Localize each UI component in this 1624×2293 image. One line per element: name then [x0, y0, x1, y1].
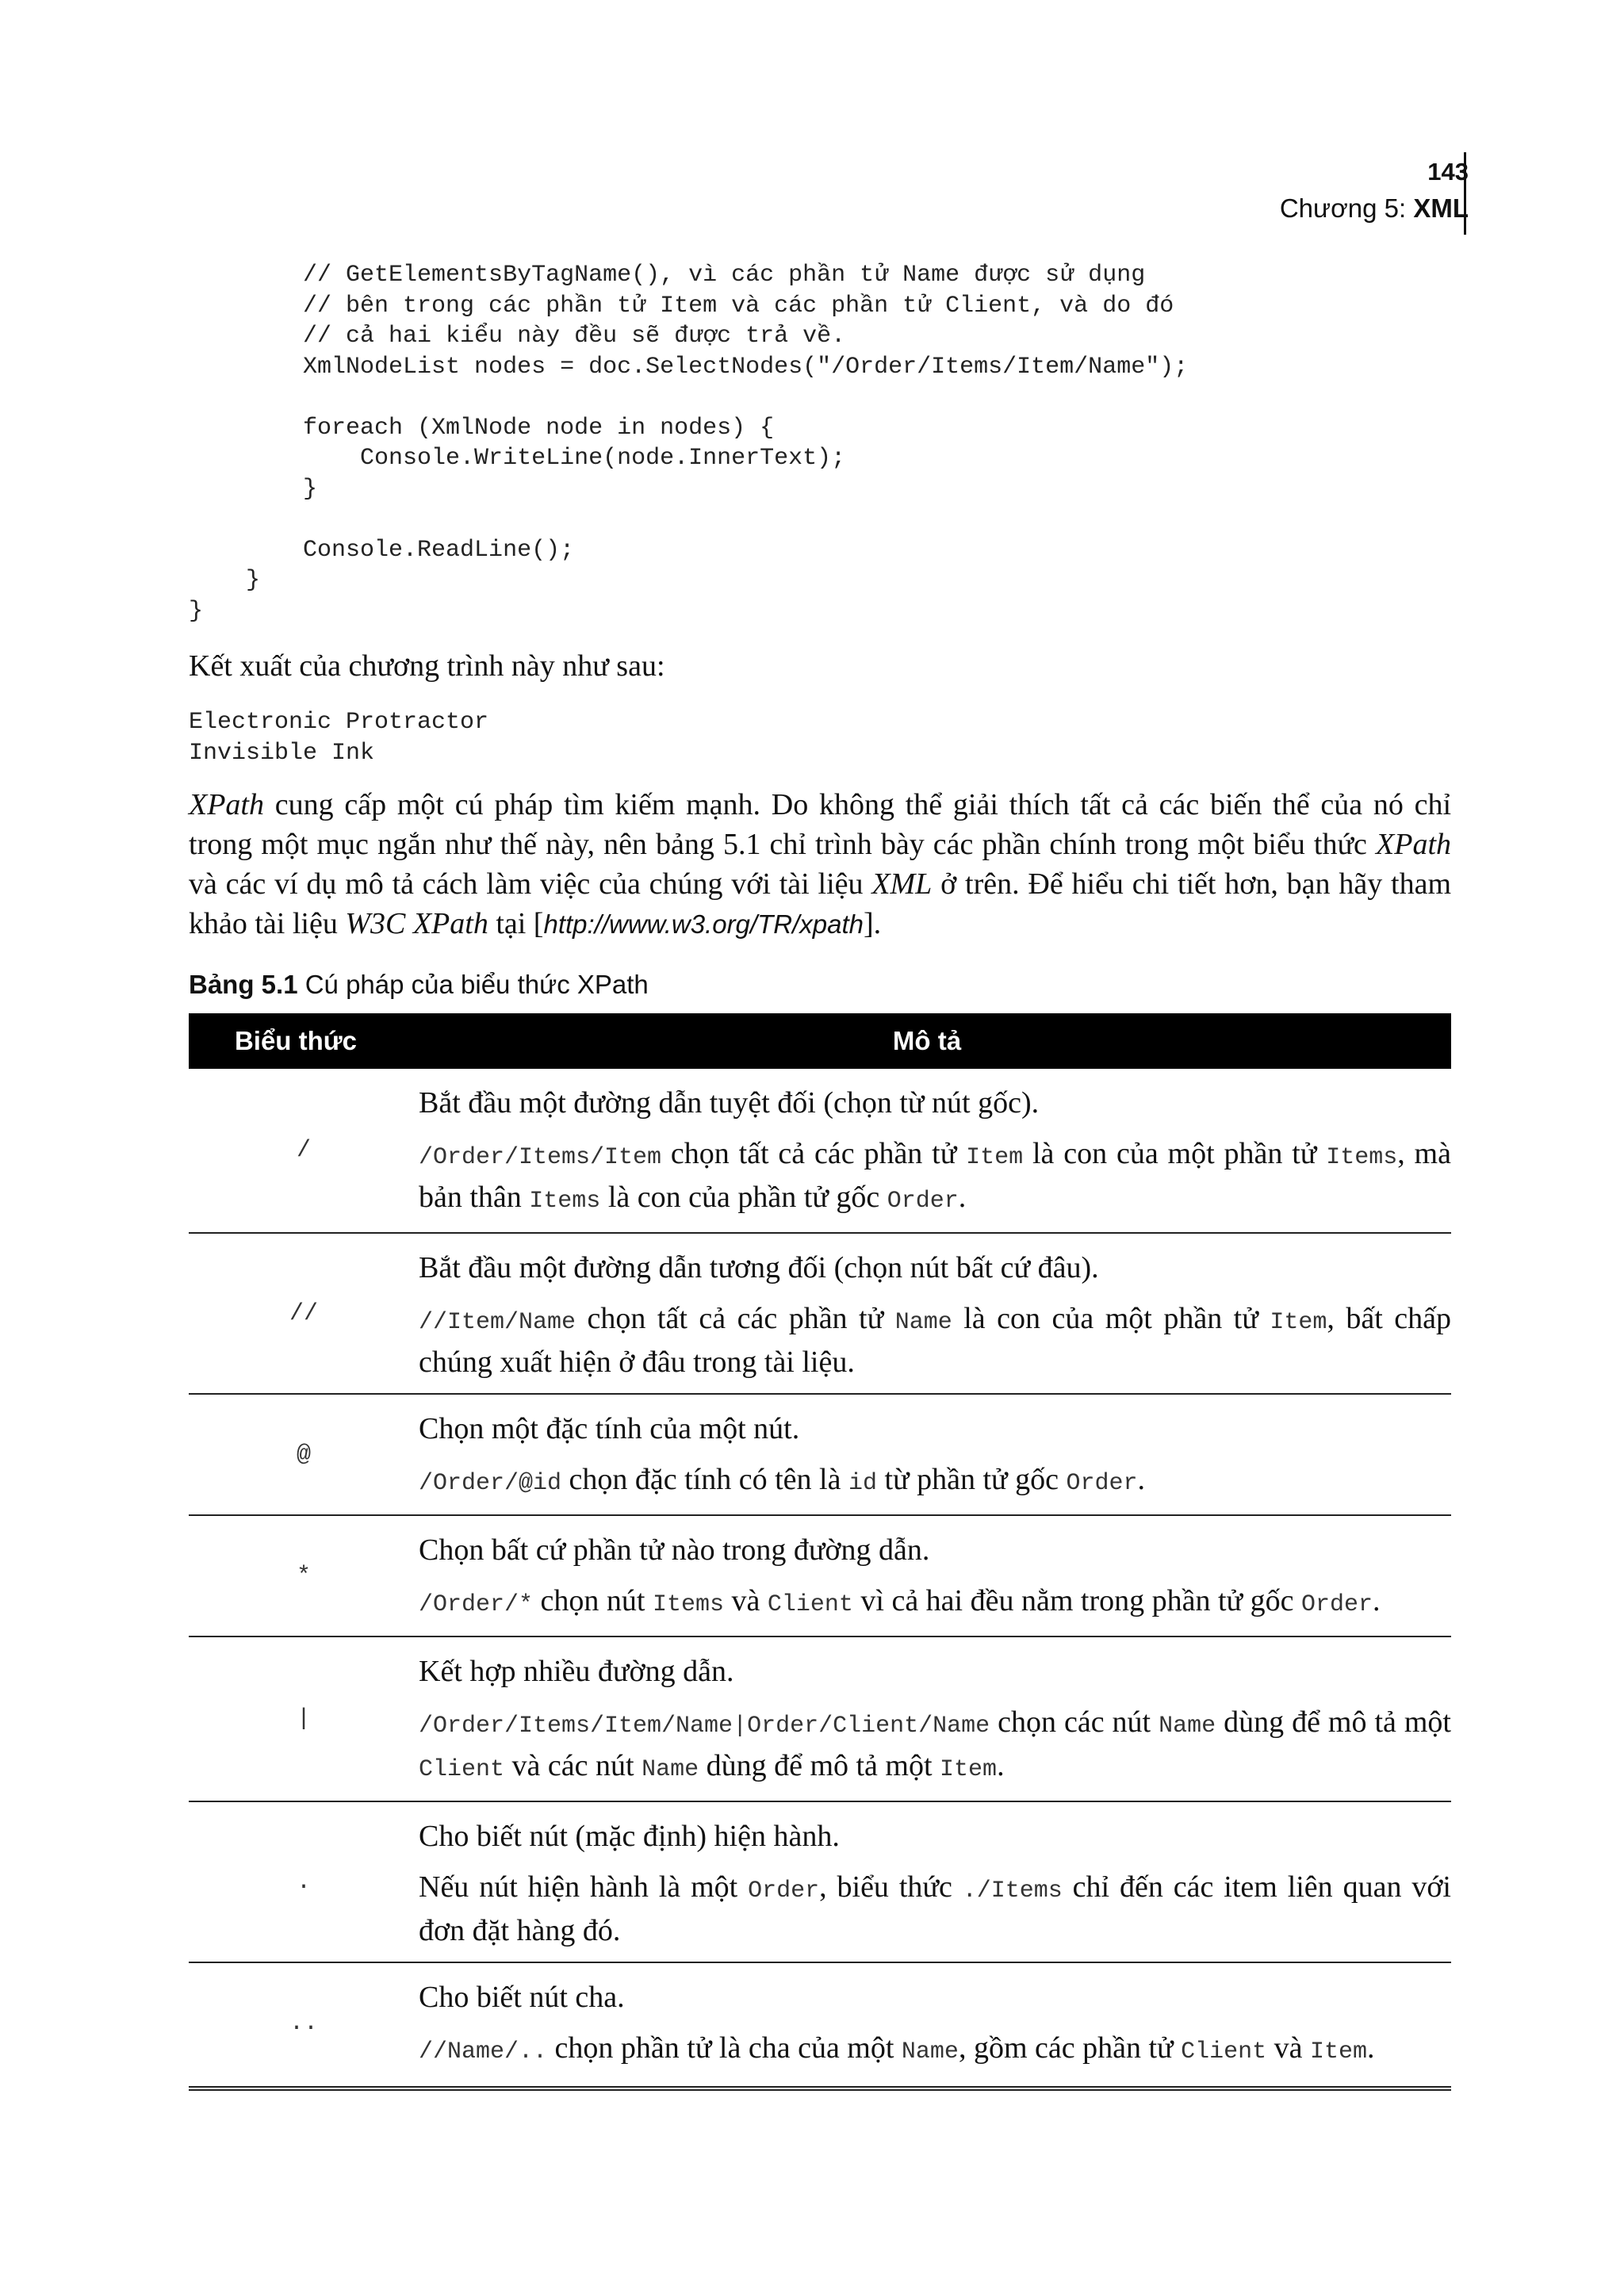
table-row	[189, 1069, 1451, 1234]
description-cell	[419, 1516, 1451, 1636]
output-line: Electronic Protractor	[189, 709, 489, 736]
detail-text: .	[1373, 1584, 1381, 1617]
detail-text: .	[1137, 1463, 1146, 1496]
detail-text: Nếu nút hiện hành là một	[419, 1870, 749, 1904]
program-output	[189, 707, 488, 768]
detail-text: vì cả hai đều nằm trong phần tử gốc	[852, 1584, 1301, 1617]
code-term: Item	[1270, 1309, 1327, 1336]
code-term: Items	[529, 1188, 601, 1215]
description-title: Bắt đầu một đường dẫn tương đối (chọn nút bất cứ đâu).	[419, 1251, 1099, 1284]
chapter-name: XML	[1413, 193, 1469, 223]
code-term: Item	[940, 1756, 998, 1783]
header-expression: Biểu thức	[234, 1026, 358, 1055]
code-term: /Order/*	[419, 1591, 534, 1618]
detail-text: , bất chấp chúng xuất hiện ở đâu trong tài liệu.	[419, 1302, 1451, 1379]
code-term: Name	[1159, 1713, 1216, 1740]
code-line: Console.WriteLine(node.InnerText);	[189, 445, 846, 472]
code-term: /Order/Items/Item	[419, 1144, 662, 1171]
code-term: /Order/Items/Item/Name|Order/Client/Name	[419, 1713, 990, 1740]
code-term: Item	[1310, 2038, 1368, 2065]
detail-text: dùng để mô tả một	[1216, 1705, 1451, 1739]
description-detail	[419, 1867, 1451, 1950]
paragraph-text: ].	[863, 907, 882, 940]
code-term: //Name/..	[419, 2038, 548, 2065]
header-description: Mô tả	[892, 1026, 962, 1055]
output-line: Invisible Ink	[189, 739, 375, 767]
description-title: Cho biết nút cha.	[419, 1981, 625, 2014]
expression-cell: .	[296, 1868, 311, 1896]
running-header	[1280, 155, 1469, 228]
description-title: Chọn bất cứ phần tử nào trong đường dẫn.	[419, 1533, 930, 1567]
code-term: Order	[887, 1188, 959, 1215]
detail-text: chọn tất cả các phần tử	[576, 1302, 895, 1335]
output-intro: Kết xuất của chương trình này như sau:	[189, 649, 665, 683]
description-title: Kết hợp nhiều đường dẫn.	[419, 1655, 734, 1688]
code-line: }	[189, 475, 318, 503]
code-term: Order	[1066, 1470, 1138, 1497]
table-caption	[189, 967, 649, 1002]
detail-text: chọn nút	[533, 1584, 653, 1617]
description-detail	[419, 1299, 1451, 1382]
description-detail	[419, 1581, 1451, 1625]
code-term: Name	[894, 1309, 952, 1336]
detail-text: chọn các nút	[990, 1705, 1159, 1739]
expression-cell: |	[296, 1705, 311, 1732]
paragraph-text: ở trên. Để hiểu chi tiết hơn, bạn hãy tham khảo tài liệu	[189, 867, 1451, 940]
detail-text: chỉ đến các item liên quan với đơn đặt hàng đó.	[419, 1870, 1451, 1947]
chapter-title	[1280, 189, 1469, 228]
code-term: Client	[1181, 2038, 1267, 2065]
table-row	[189, 1963, 1451, 2083]
description-cell	[419, 1234, 1451, 1393]
code-term: Name	[642, 1756, 699, 1783]
table-body	[189, 1069, 1451, 2083]
table-header	[189, 1013, 1451, 1069]
description-detail	[419, 1702, 1451, 1790]
code-line: }	[189, 597, 204, 625]
detail-text: chọn phần tử là cha của một	[547, 2031, 902, 2065]
description-title: Cho biết nút (mặc định) hiện hành.	[419, 1820, 840, 1853]
term-xpath: XPath	[189, 788, 264, 821]
caption-label: Bảng 5.1	[189, 970, 298, 999]
description-cell	[419, 1637, 1451, 1801]
detail-text: dùng để mô tả một	[699, 1749, 940, 1782]
reference-link[interactable]: http://www.w3.org/TR/xpath	[543, 909, 864, 939]
paragraph-text: tại [	[488, 907, 544, 940]
code-term: Order	[748, 1878, 820, 1904]
description-title: Bắt đầu một đường dẫn tuyệt đối (chọn từ nút gốc).	[419, 1086, 1040, 1120]
expression-cell: *	[296, 1562, 311, 1590]
code-line: }	[189, 567, 261, 594]
expression-cell: @	[296, 1441, 311, 1468]
description-cell	[419, 1963, 1451, 2083]
detail-text: là con của một phần tử	[1023, 1137, 1327, 1170]
code-line: Console.ReadLine();	[189, 536, 575, 564]
expression-cell: //	[289, 1300, 318, 1327]
detail-text: là con của một phần tử	[952, 1302, 1270, 1335]
description-cell	[419, 1802, 1451, 1962]
code-line: // cả hai kiểu này đều sẽ được trả về.	[189, 323, 846, 350]
detail-text: và	[1266, 2031, 1311, 2065]
table-row	[189, 1637, 1451, 1802]
xpath-syntax-table	[189, 1013, 1451, 2091]
table-row	[189, 1234, 1451, 1395]
code-line: XmlNodeList nodes = doc.SelectNodes("/Order/Items/Item/Name");	[189, 353, 1189, 381]
detail-text: từ phần tử gốc	[876, 1463, 1067, 1496]
detail-text: .	[958, 1181, 967, 1214]
term-xpath: XPath	[1376, 828, 1451, 861]
code-term: Items	[652, 1591, 724, 1618]
xpath-paragraph	[189, 785, 1451, 944]
table-row	[189, 1516, 1451, 1637]
page-number: 143	[1427, 158, 1469, 186]
term-xml: XML	[871, 867, 933, 901]
table-row	[189, 1395, 1451, 1516]
paragraph-text: cung cấp một cú pháp tìm kiếm mạnh. Do không thể giải thích tất cả các biến thể của nó chỉ trong một mục ngắn như thế này, nên bảng 5.1 chỉ trình bày các phần chính trong một biểu thức	[189, 788, 1451, 861]
table-row	[189, 1802, 1451, 1963]
description-title: Chọn một đặc tính của một nút.	[419, 1412, 800, 1445]
code-line: // bên trong các phần tử Item và các phần tử Client, và do đó	[189, 292, 1174, 320]
code-term: id	[848, 1470, 877, 1497]
detail-text: là con của phần tử gốc	[600, 1181, 887, 1214]
code-listing	[189, 260, 1188, 626]
paragraph-text: và các ví dụ mô tả cách làm việc của chúng với tài liệu	[189, 867, 872, 901]
detail-text: chọn đặc tính có tên là	[561, 1463, 848, 1496]
detail-text: .	[997, 1749, 1005, 1782]
code-term: Items	[1326, 1144, 1398, 1171]
detail-text: , biểu thức	[819, 1870, 963, 1904]
code-term: ./Items	[962, 1878, 1063, 1904]
detail-text: , mà bản thân	[419, 1137, 1451, 1214]
code-term: /Order/@id	[419, 1470, 562, 1497]
detail-text: chọn tất cả các phần tử	[661, 1137, 967, 1170]
detail-text: và các nút	[504, 1749, 642, 1782]
code-line: foreach (XmlNode node in nodes) {	[189, 414, 775, 442]
code-term: Order	[1301, 1591, 1373, 1618]
code-line: // GetElementsByTagName(), vì các phần tử Name được sử dụng	[189, 262, 1146, 289]
table-end-rule	[189, 2086, 1451, 2091]
description-cell	[419, 1069, 1451, 1232]
detail-text: .	[1367, 2031, 1375, 2065]
code-term: Item	[966, 1144, 1024, 1171]
code-term: //Item/Name	[419, 1309, 576, 1336]
code-term: Client	[419, 1756, 505, 1783]
expression-cell: ..	[289, 2009, 318, 2037]
caption-text: Cú pháp của biểu thức XPath	[297, 970, 649, 999]
description-cell	[419, 1395, 1451, 1514]
chapter-prefix: Chương 5:	[1279, 193, 1414, 223]
code-term: Client	[767, 1591, 853, 1618]
code-term: Name	[901, 2038, 959, 2065]
detail-text: , gồm các phần tử	[958, 2031, 1182, 2065]
description-detail	[419, 1134, 1451, 1221]
expression-cell: /	[296, 1137, 311, 1164]
description-detail	[419, 1460, 1451, 1503]
description-detail	[419, 2028, 1451, 2072]
term-w3c-xpath: W3C XPath	[345, 907, 488, 940]
detail-text: và	[723, 1584, 768, 1617]
